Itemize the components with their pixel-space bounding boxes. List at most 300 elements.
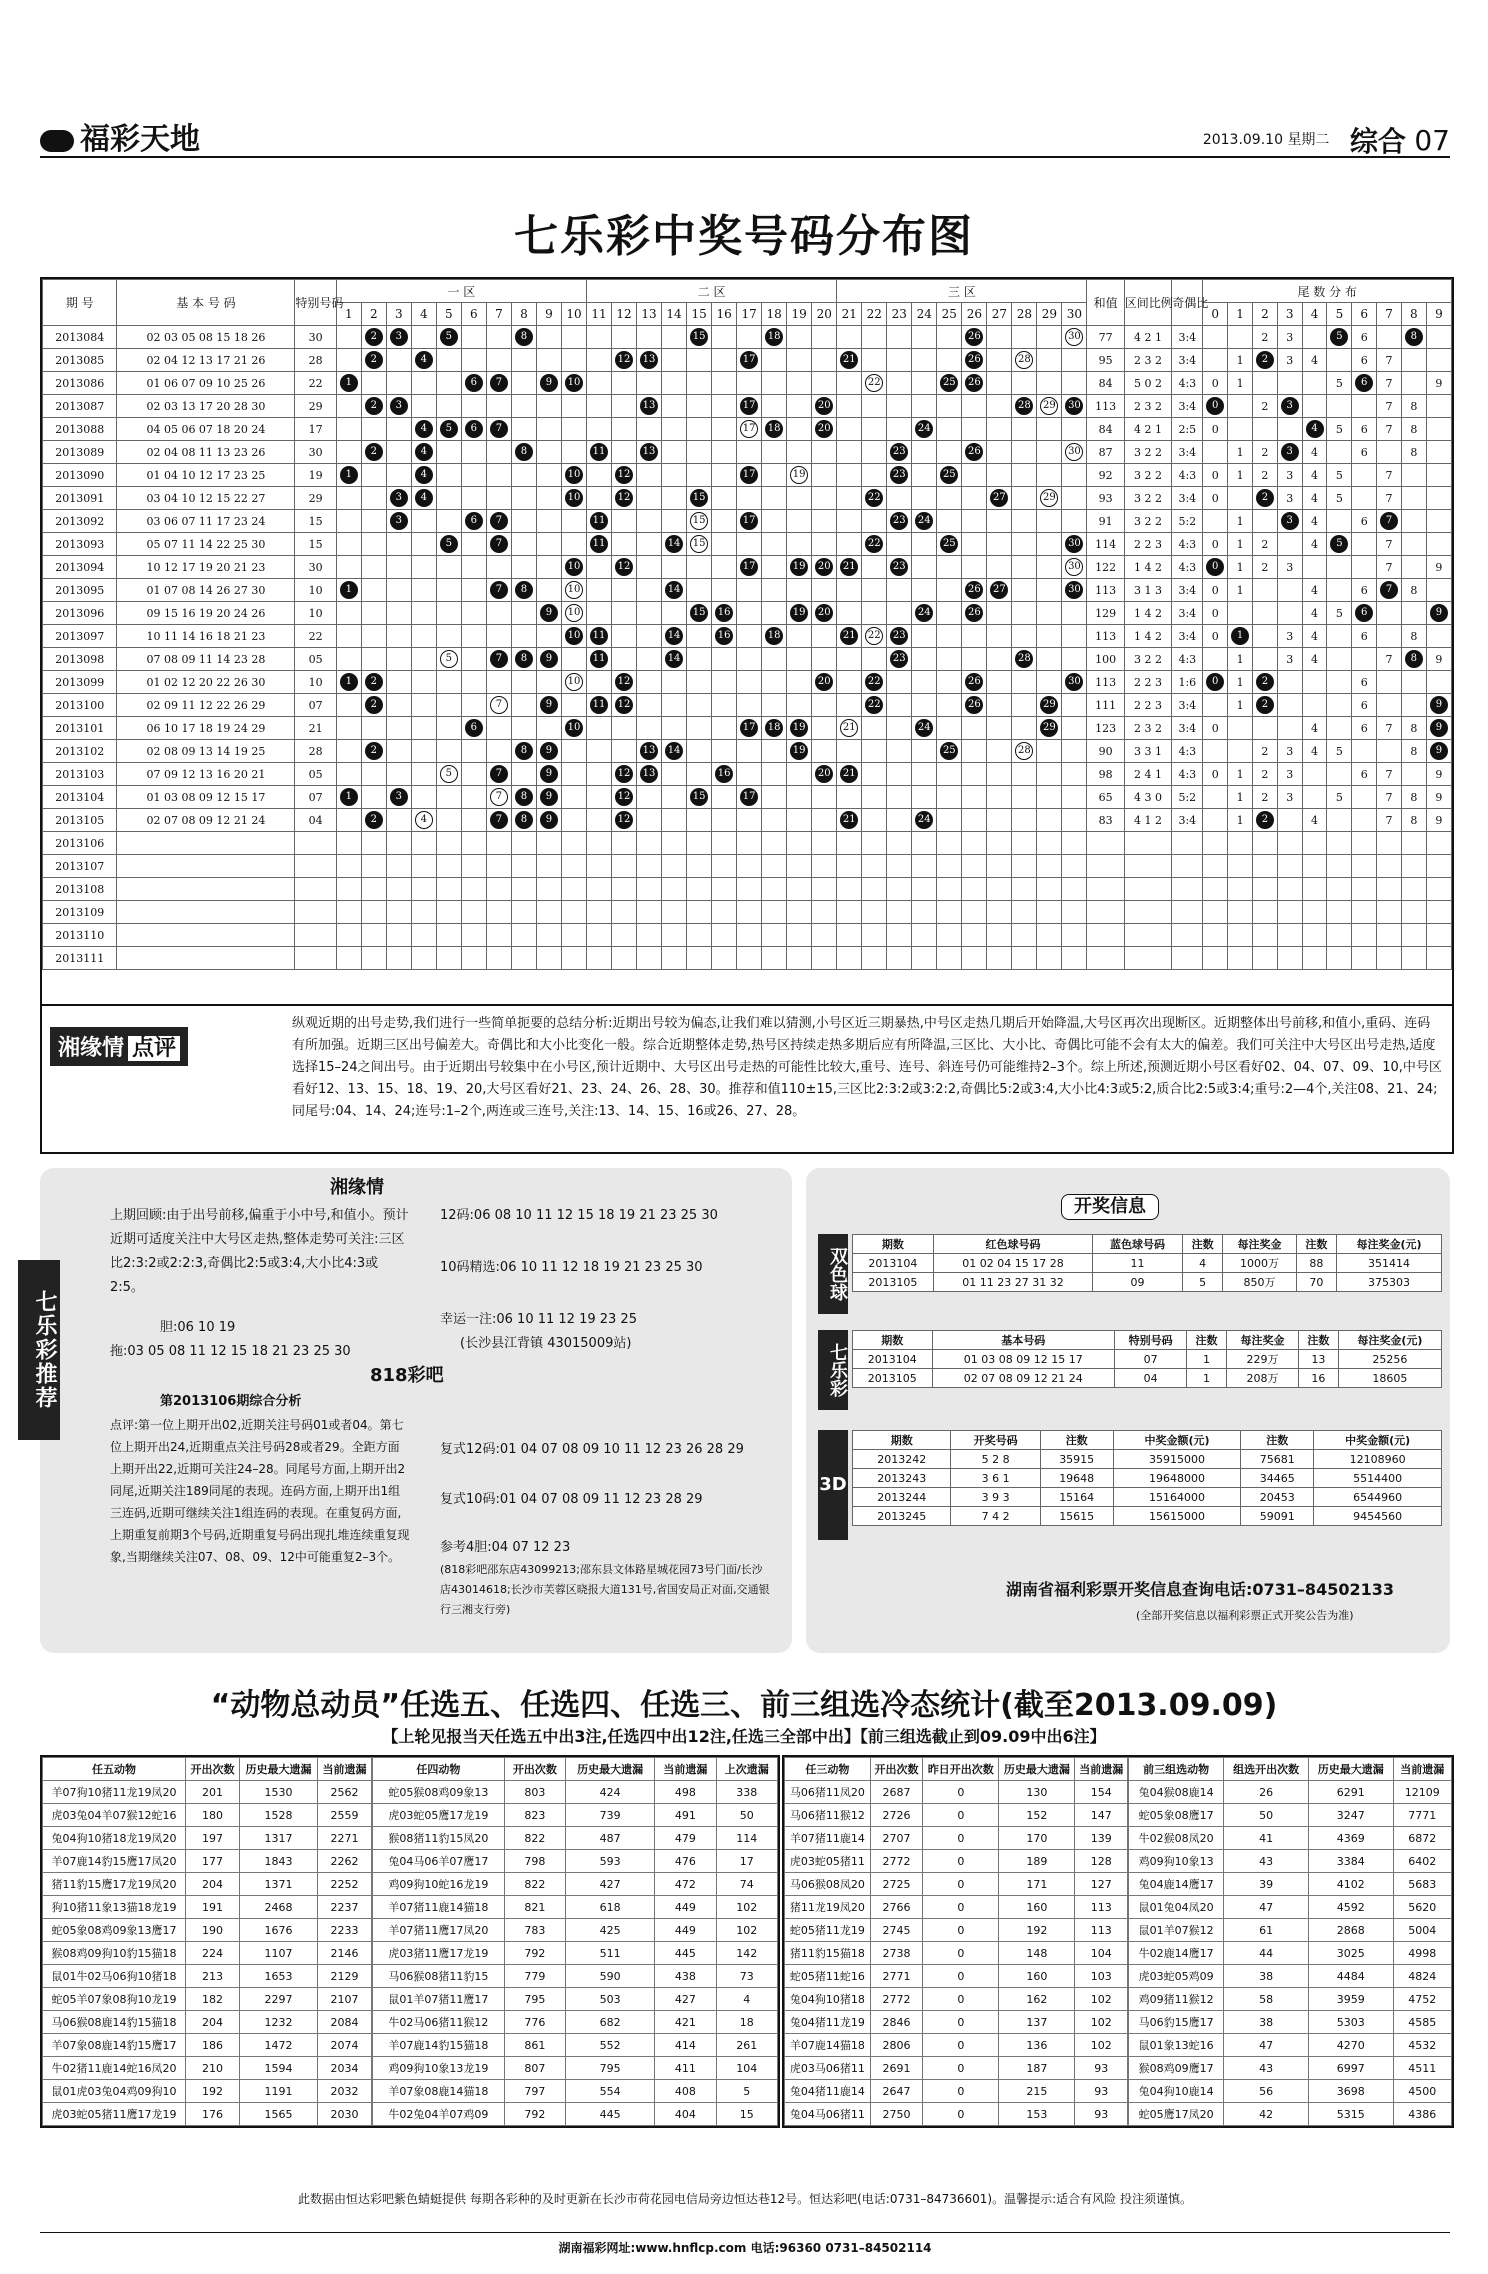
number-cell: [637, 878, 662, 901]
tail-cell: [1426, 947, 1451, 970]
q3-row: [1129, 1988, 1452, 2011]
row-numbers: 05 07 11 14 22 25 30: [117, 533, 295, 556]
row-sum: 113: [1087, 671, 1124, 694]
tail-cell: [1203, 924, 1228, 947]
header-cell: 中奖金额(元): [1113, 1431, 1241, 1450]
row-numbers: 10 11 14 16 18 21 23: [117, 625, 295, 648]
table-cell: 4532: [1393, 2034, 1451, 2057]
table-cell: 12108960: [1314, 1450, 1442, 1469]
number-cell: [486, 602, 511, 625]
tail-cell: [1426, 671, 1451, 694]
tail-cell: 0: [1203, 533, 1228, 556]
number-cell: [912, 786, 937, 809]
table-cell: 75681: [1241, 1450, 1314, 1469]
number-cell: [361, 464, 386, 487]
tail-cell: [1228, 326, 1253, 349]
number-cell: [662, 924, 687, 947]
tail-cell: [1352, 855, 1377, 878]
header-cell: 期数: [853, 1235, 934, 1254]
row-oe: 3:4: [1172, 809, 1203, 832]
number-cell: [912, 602, 937, 625]
table-cell: 6544960: [1314, 1488, 1442, 1507]
number-cell: [712, 740, 737, 763]
tail-cell: 7: [1377, 487, 1402, 510]
number-cell: [762, 855, 787, 878]
number-cell: [411, 395, 436, 418]
number-cell: [762, 579, 787, 602]
tail-cell: [1277, 418, 1302, 441]
number-cell: [837, 694, 862, 717]
row-special: 28: [295, 740, 336, 763]
number-cell: [737, 878, 762, 901]
number-ball: 2: [365, 351, 383, 369]
number-col-3: 3: [386, 303, 411, 326]
tail-cell: [1426, 464, 1451, 487]
table-cell: 1: [1187, 1350, 1227, 1369]
number-cell: [937, 625, 962, 648]
number-cell: [486, 786, 511, 809]
header-cell: 上次遗漏: [716, 1758, 777, 1781]
ren3-row: [785, 1896, 1128, 1919]
number-ball: 6: [465, 512, 483, 530]
number-cell: [486, 349, 511, 372]
number-cell: [1062, 326, 1087, 349]
tail-cell: 1: [1228, 763, 1253, 786]
number-cell: [637, 809, 662, 832]
number-cell: [411, 579, 436, 602]
row-oe: 3:4: [1172, 395, 1203, 418]
number-cell: [1037, 510, 1062, 533]
number-ball: 2: [365, 397, 383, 415]
number-cell: [662, 832, 687, 855]
number-cell: [336, 763, 361, 786]
number-ball: 18: [765, 719, 783, 737]
row-special: 22: [295, 372, 336, 395]
number-cell: [837, 418, 862, 441]
row-numbers: 01 06 07 09 10 25 26: [117, 372, 295, 395]
tail-cell: 9: [1426, 809, 1451, 832]
table-cell: 0: [923, 1873, 999, 1896]
number-cell: [612, 487, 637, 510]
number-cell: [662, 510, 687, 533]
number-cell: [561, 947, 586, 970]
number-ball: 13: [640, 765, 658, 783]
number-cell: [561, 809, 586, 832]
number-cell: [1012, 763, 1037, 786]
number-cell: [361, 855, 386, 878]
table-cell: 3025: [1308, 1942, 1393, 1965]
number-ball: 20: [815, 673, 833, 691]
number-ball: 23: [890, 466, 908, 484]
number-cell: [1012, 395, 1037, 418]
number-cell: [536, 694, 561, 717]
table-cell: 449: [655, 1919, 716, 1942]
number-cell: [662, 740, 687, 763]
grid-row: [43, 579, 1452, 602]
table-cell: 2738: [870, 1942, 923, 1965]
tail-cell: [1277, 510, 1302, 533]
number-cell: [461, 533, 486, 556]
number-cell: [1037, 372, 1062, 395]
number-cell: [737, 809, 762, 832]
row-oe: 3:4: [1172, 602, 1203, 625]
number-ball: 10: [565, 627, 583, 645]
row-special: 07: [295, 694, 336, 717]
number-cell: [812, 533, 837, 556]
number-cell: [762, 349, 787, 372]
cold-subtitle: 【上轮见报当天任选五中出3注,任选四中出12注,任选三全部中出】【前三组选截止到09.09中出6注】: [382, 1727, 1106, 1746]
number-cell: [912, 717, 937, 740]
number-cell: [1062, 602, 1087, 625]
number-cell: [987, 855, 1012, 878]
table-cell: 4386: [1393, 2103, 1451, 2126]
number-cell: [962, 694, 987, 717]
number-cell: [937, 832, 962, 855]
table-cell: 2030: [318, 2103, 372, 2126]
number-ball: 17: [740, 558, 758, 576]
number-col-11: 11: [587, 303, 612, 326]
number-col-18: 18: [762, 303, 787, 326]
row-oe: 1:6: [1172, 671, 1203, 694]
number-cell: [587, 602, 612, 625]
number-cell: [637, 510, 662, 533]
ren3-row: [785, 1781, 1128, 1804]
tail-cell: [1401, 510, 1426, 533]
table-cell: 1843: [239, 1850, 317, 1873]
tail-cell: 1: [1228, 579, 1253, 602]
number-cell: [737, 372, 762, 395]
tail-cell: 7: [1377, 717, 1402, 740]
tail-cell: 4: [1302, 740, 1327, 763]
table-cell: 822: [504, 1827, 565, 1850]
table-cell: 2013105: [853, 1369, 933, 1388]
number-cell: [887, 326, 912, 349]
number-cell: [1012, 786, 1037, 809]
table-cell: 93: [1075, 2057, 1128, 2080]
tail-ball: 8: [1405, 650, 1423, 668]
number-col-6: 6: [461, 303, 486, 326]
tail-cell: [1352, 786, 1377, 809]
number-cell: [762, 556, 787, 579]
tail-cell: [1327, 809, 1352, 832]
number-ball: 14: [665, 581, 683, 599]
number-cell: [762, 878, 787, 901]
number-cell: [787, 694, 812, 717]
number-cell: [937, 326, 962, 349]
number-cell: [837, 924, 862, 947]
number-ball: 9: [540, 811, 558, 829]
number-cell: [386, 579, 411, 602]
tail-cell: [1377, 740, 1402, 763]
row-sum: [1087, 947, 1124, 970]
table-cell: 2766: [870, 1896, 923, 1919]
table-cell: 404: [655, 2103, 716, 2126]
number-cell: [812, 763, 837, 786]
table-cell: 07: [1115, 1350, 1187, 1369]
table-cell: 73: [716, 1965, 777, 1988]
number-col-24: 24: [912, 303, 937, 326]
number-cell: [612, 855, 637, 878]
number-cell: [737, 602, 762, 625]
ren5-row: [43, 1804, 372, 1827]
table-cell: 498: [655, 1781, 716, 1804]
number-cell: [587, 349, 612, 372]
number-ball: 26: [965, 328, 983, 346]
number-cell: [987, 694, 1012, 717]
number-cell: [361, 901, 386, 924]
table-cell: 4369: [1308, 1827, 1393, 1850]
number-cell: [511, 625, 536, 648]
tail-cell: [1401, 487, 1426, 510]
tail-cell: 7: [1377, 395, 1402, 418]
number-cell: [361, 510, 386, 533]
number-cell: [862, 372, 887, 395]
number-cell: [812, 809, 837, 832]
number-cell: [536, 510, 561, 533]
tail-cell: [1401, 901, 1426, 924]
table-cell: 虎03蛇05鸡09: [1129, 1965, 1224, 1988]
tail-col-3: 3: [1277, 303, 1302, 326]
tail-cell: [1277, 855, 1302, 878]
number-cell: [1012, 579, 1037, 602]
number-cell: [887, 441, 912, 464]
number-ball: 12: [615, 351, 633, 369]
tail-cell: 4: [1302, 349, 1327, 372]
tail-cell: [1401, 326, 1426, 349]
d3-row: [853, 1450, 1442, 1469]
number-cell: [687, 533, 712, 556]
tail-cell: [1377, 671, 1402, 694]
row-period: 2013103: [43, 763, 117, 786]
row-oe: [1172, 947, 1203, 970]
number-cell: [486, 717, 511, 740]
number-cell: [486, 418, 511, 441]
table-cell: 41: [1224, 1827, 1309, 1850]
number-ball: 15: [690, 328, 708, 346]
number-cell: [787, 441, 812, 464]
tail-col-9: 9: [1426, 303, 1451, 326]
number-ball: 30: [1065, 328, 1083, 346]
number-cell: [712, 671, 737, 694]
number-ball: 15: [690, 788, 708, 806]
number-cell: [962, 602, 987, 625]
row-zone-ratio: 2 2 3: [1124, 694, 1172, 717]
tail-cell: [1327, 533, 1352, 556]
table-cell: 猪11豹15猫18: [785, 1942, 871, 1965]
number-cell: [887, 418, 912, 441]
number-ball: 11: [590, 627, 608, 645]
table-cell: 4: [1182, 1254, 1222, 1273]
number-cell: [1012, 694, 1037, 717]
b818-addr: (818彩吧邵东店43099213;邵东县文体路星城花园73号门面/长沙店43014618;长沙市芙蓉区晓报大道131号,省国安局正对面,交通银行三湘支行旁): [440, 1563, 770, 1616]
tail-cell: [1426, 924, 1451, 947]
row-numbers: [117, 832, 295, 855]
table-cell: 102: [716, 1896, 777, 1919]
number-cell: [411, 947, 436, 970]
table-cell: 5620: [1393, 1896, 1451, 1919]
grid-row: [43, 556, 1452, 579]
number-cell: [561, 418, 586, 441]
tail-cell: [1377, 947, 1402, 970]
number-ball: 28: [1015, 742, 1033, 760]
row-period: 2013085: [43, 349, 117, 372]
issue-date: 2013.09.10: [1202, 132, 1283, 148]
row-period: 2013109: [43, 901, 117, 924]
tail-cell: [1203, 326, 1228, 349]
commentary-text: 纵观近期的出号走势,我们进行一些简单扼要的总结分析:近期出号较为偏态,让我们难以猜测,小号区近三期暴热,中号区走热几期后开始降温,大号区再次出现断区。近期整体出号前移,和值小,重码、连码有所加强。近期三区出号偏差大。奇偶比和大小比变化一般。综合近期整体走势,热号区持续走热多期后应有所降温,三区比、大小比、奇偶比可能不会有太大的偏差。我们可关注中大号区出号走热,适度选择15–24之间出号。由于近期出号较集中在小号区,预计近期中、大号区出号走热的可能性比较大,重号、连号、斜连号仍可能维持2–3个。综上所述,预测近期小号区看好02、04、07、09、10,中号区看好12、13、15、18、19、20,大号区看好21、23、24、26、28、30。推荐和值110±15,三区比2:3:2或3:2:2,奇偶比5:2或3:4,大小比4:3或5:2,质合比2:5或3:4;重号:2—4个,关注08、21、24;同尾号:04、14、24;连号:1–2个,两连或三连号,关注:13、14、15、16或26、27、28。: [292, 1016, 1442, 1119]
number-cell: [386, 763, 411, 786]
tail-cell: [1352, 395, 1377, 418]
tail-cell: 1: [1228, 671, 1253, 694]
number-cell: [1037, 579, 1062, 602]
number-ball: 2: [365, 742, 383, 760]
number-cell: [712, 372, 737, 395]
row-special: [295, 855, 336, 878]
number-cell: [687, 579, 712, 602]
b818-ref: 参考4胆:04 07 12 23: [440, 1540, 571, 1555]
kaijiang-phone: 湖南省福利彩票开奖信息查询电话:0731–84502133: [1006, 1580, 1394, 1599]
tail-cell: [1426, 832, 1451, 855]
tail-cell: 0: [1203, 418, 1228, 441]
number-cell: [937, 648, 962, 671]
tail-cell: [1401, 832, 1426, 855]
number-cell: [461, 556, 486, 579]
tail-cell: [1426, 349, 1451, 372]
tail-cell: [1252, 901, 1277, 924]
number-cell: [1012, 809, 1037, 832]
tail-cell: [1203, 556, 1228, 579]
table-cell: 798: [504, 1850, 565, 1873]
tail-cell: [1252, 694, 1277, 717]
number-cell: [511, 510, 536, 533]
table-cell: 47: [1224, 2034, 1309, 2057]
number-ball: 20: [815, 397, 833, 415]
tail-cell: 1: [1228, 694, 1253, 717]
number-cell: [912, 878, 937, 901]
number-ball: 24: [915, 604, 933, 622]
row-zone-ratio: 2 3 2: [1124, 717, 1172, 740]
number-ball: 7: [490, 420, 508, 438]
table-cell: 142: [716, 1942, 777, 1965]
table-cell: 01 11 23 27 31 32: [933, 1273, 1092, 1292]
number-cell: [1062, 579, 1087, 602]
table-cell: 0: [923, 1988, 999, 2011]
grid-row: [43, 878, 1452, 901]
number-cell: [511, 556, 536, 579]
number-cell: [1062, 372, 1087, 395]
number-ball: 16: [715, 604, 733, 622]
number-cell: [812, 510, 837, 533]
number-cell: [511, 878, 536, 901]
row-oe: 3:4: [1172, 349, 1203, 372]
grid-row: [43, 947, 1452, 970]
tail-cell: [1252, 349, 1277, 372]
logo-mark-icon: [40, 130, 74, 152]
number-cell: [687, 924, 712, 947]
tail-cell: 2: [1252, 786, 1277, 809]
tail-cell: [1228, 878, 1253, 901]
table-cell: 776: [504, 2011, 565, 2034]
d3-row: [853, 1507, 1442, 1526]
number-cell: [712, 878, 737, 901]
number-cell: [561, 878, 586, 901]
table-cell: 682: [566, 2011, 655, 2034]
header-cell: 红色球号码: [933, 1235, 1092, 1254]
number-cell: [411, 694, 436, 717]
number-col-27: 27: [987, 303, 1012, 326]
tail-ball: 2: [1256, 811, 1274, 829]
table-cell: 牛02兔04羊07鸡09: [373, 2103, 505, 2126]
number-cell: [361, 740, 386, 763]
number-ball: 21: [840, 811, 858, 829]
number-ball: 18: [765, 328, 783, 346]
row-sum: 91: [1087, 510, 1124, 533]
number-cell: [1012, 740, 1037, 763]
number-cell: [762, 717, 787, 740]
tail-cell: [1352, 648, 1377, 671]
number-cell: [987, 740, 1012, 763]
tail-cell: [1327, 579, 1352, 602]
number-cell: [887, 924, 912, 947]
number-cell: [587, 487, 612, 510]
tail-cell: [1277, 395, 1302, 418]
number-cell: [587, 671, 612, 694]
number-cell: [962, 717, 987, 740]
table-cell: 42: [1224, 2103, 1309, 2126]
table-cell: 1653: [239, 1965, 317, 1988]
number-cell: [937, 372, 962, 395]
recommend-box: [40, 1168, 792, 1653]
table-cell: 50: [716, 1804, 777, 1827]
table-cell: 154: [1075, 1781, 1128, 1804]
number-cell: [812, 349, 837, 372]
row-sum: 123: [1087, 717, 1124, 740]
number-cell: [587, 763, 612, 786]
xyq-12: 12码:06 08 10 11 12 15 18 19 21 23 25 30: [440, 1208, 718, 1223]
tail-cell: [1327, 901, 1352, 924]
number-col-14: 14: [662, 303, 687, 326]
number-cell: [436, 533, 461, 556]
ren4-row: [373, 1781, 778, 1804]
tail-cell: 8: [1401, 625, 1426, 648]
number-cell: [712, 901, 737, 924]
table-cell: 鸡09狗10象13龙19: [373, 2057, 505, 2080]
row-special: 10: [295, 602, 336, 625]
number-cell: [1012, 556, 1037, 579]
tail-cell: [1426, 510, 1451, 533]
tail-cell: [1401, 464, 1426, 487]
row-numbers: 02 08 09 13 14 19 25: [117, 740, 295, 763]
tail-cell: 8: [1401, 740, 1426, 763]
tail-cell: [1426, 533, 1451, 556]
number-cell: [1012, 487, 1037, 510]
number-cell: [1012, 372, 1037, 395]
tail-cell: [1252, 855, 1277, 878]
row-zone-ratio: [1124, 947, 1172, 970]
number-cell: [862, 671, 887, 694]
number-ball: 7: [490, 765, 508, 783]
number-cell: [812, 717, 837, 740]
number-cell: [1037, 924, 1062, 947]
table-cell: 0: [923, 1942, 999, 1965]
tail-cell: [1401, 671, 1426, 694]
row-numbers: 01 02 12 20 22 26 30: [117, 671, 295, 694]
number-cell: [561, 717, 586, 740]
number-cell: [812, 602, 837, 625]
table-cell: 1000万: [1223, 1254, 1296, 1273]
table-cell: 蛇05猪11蛇16: [785, 1965, 871, 1988]
row-sum: 113: [1087, 395, 1124, 418]
